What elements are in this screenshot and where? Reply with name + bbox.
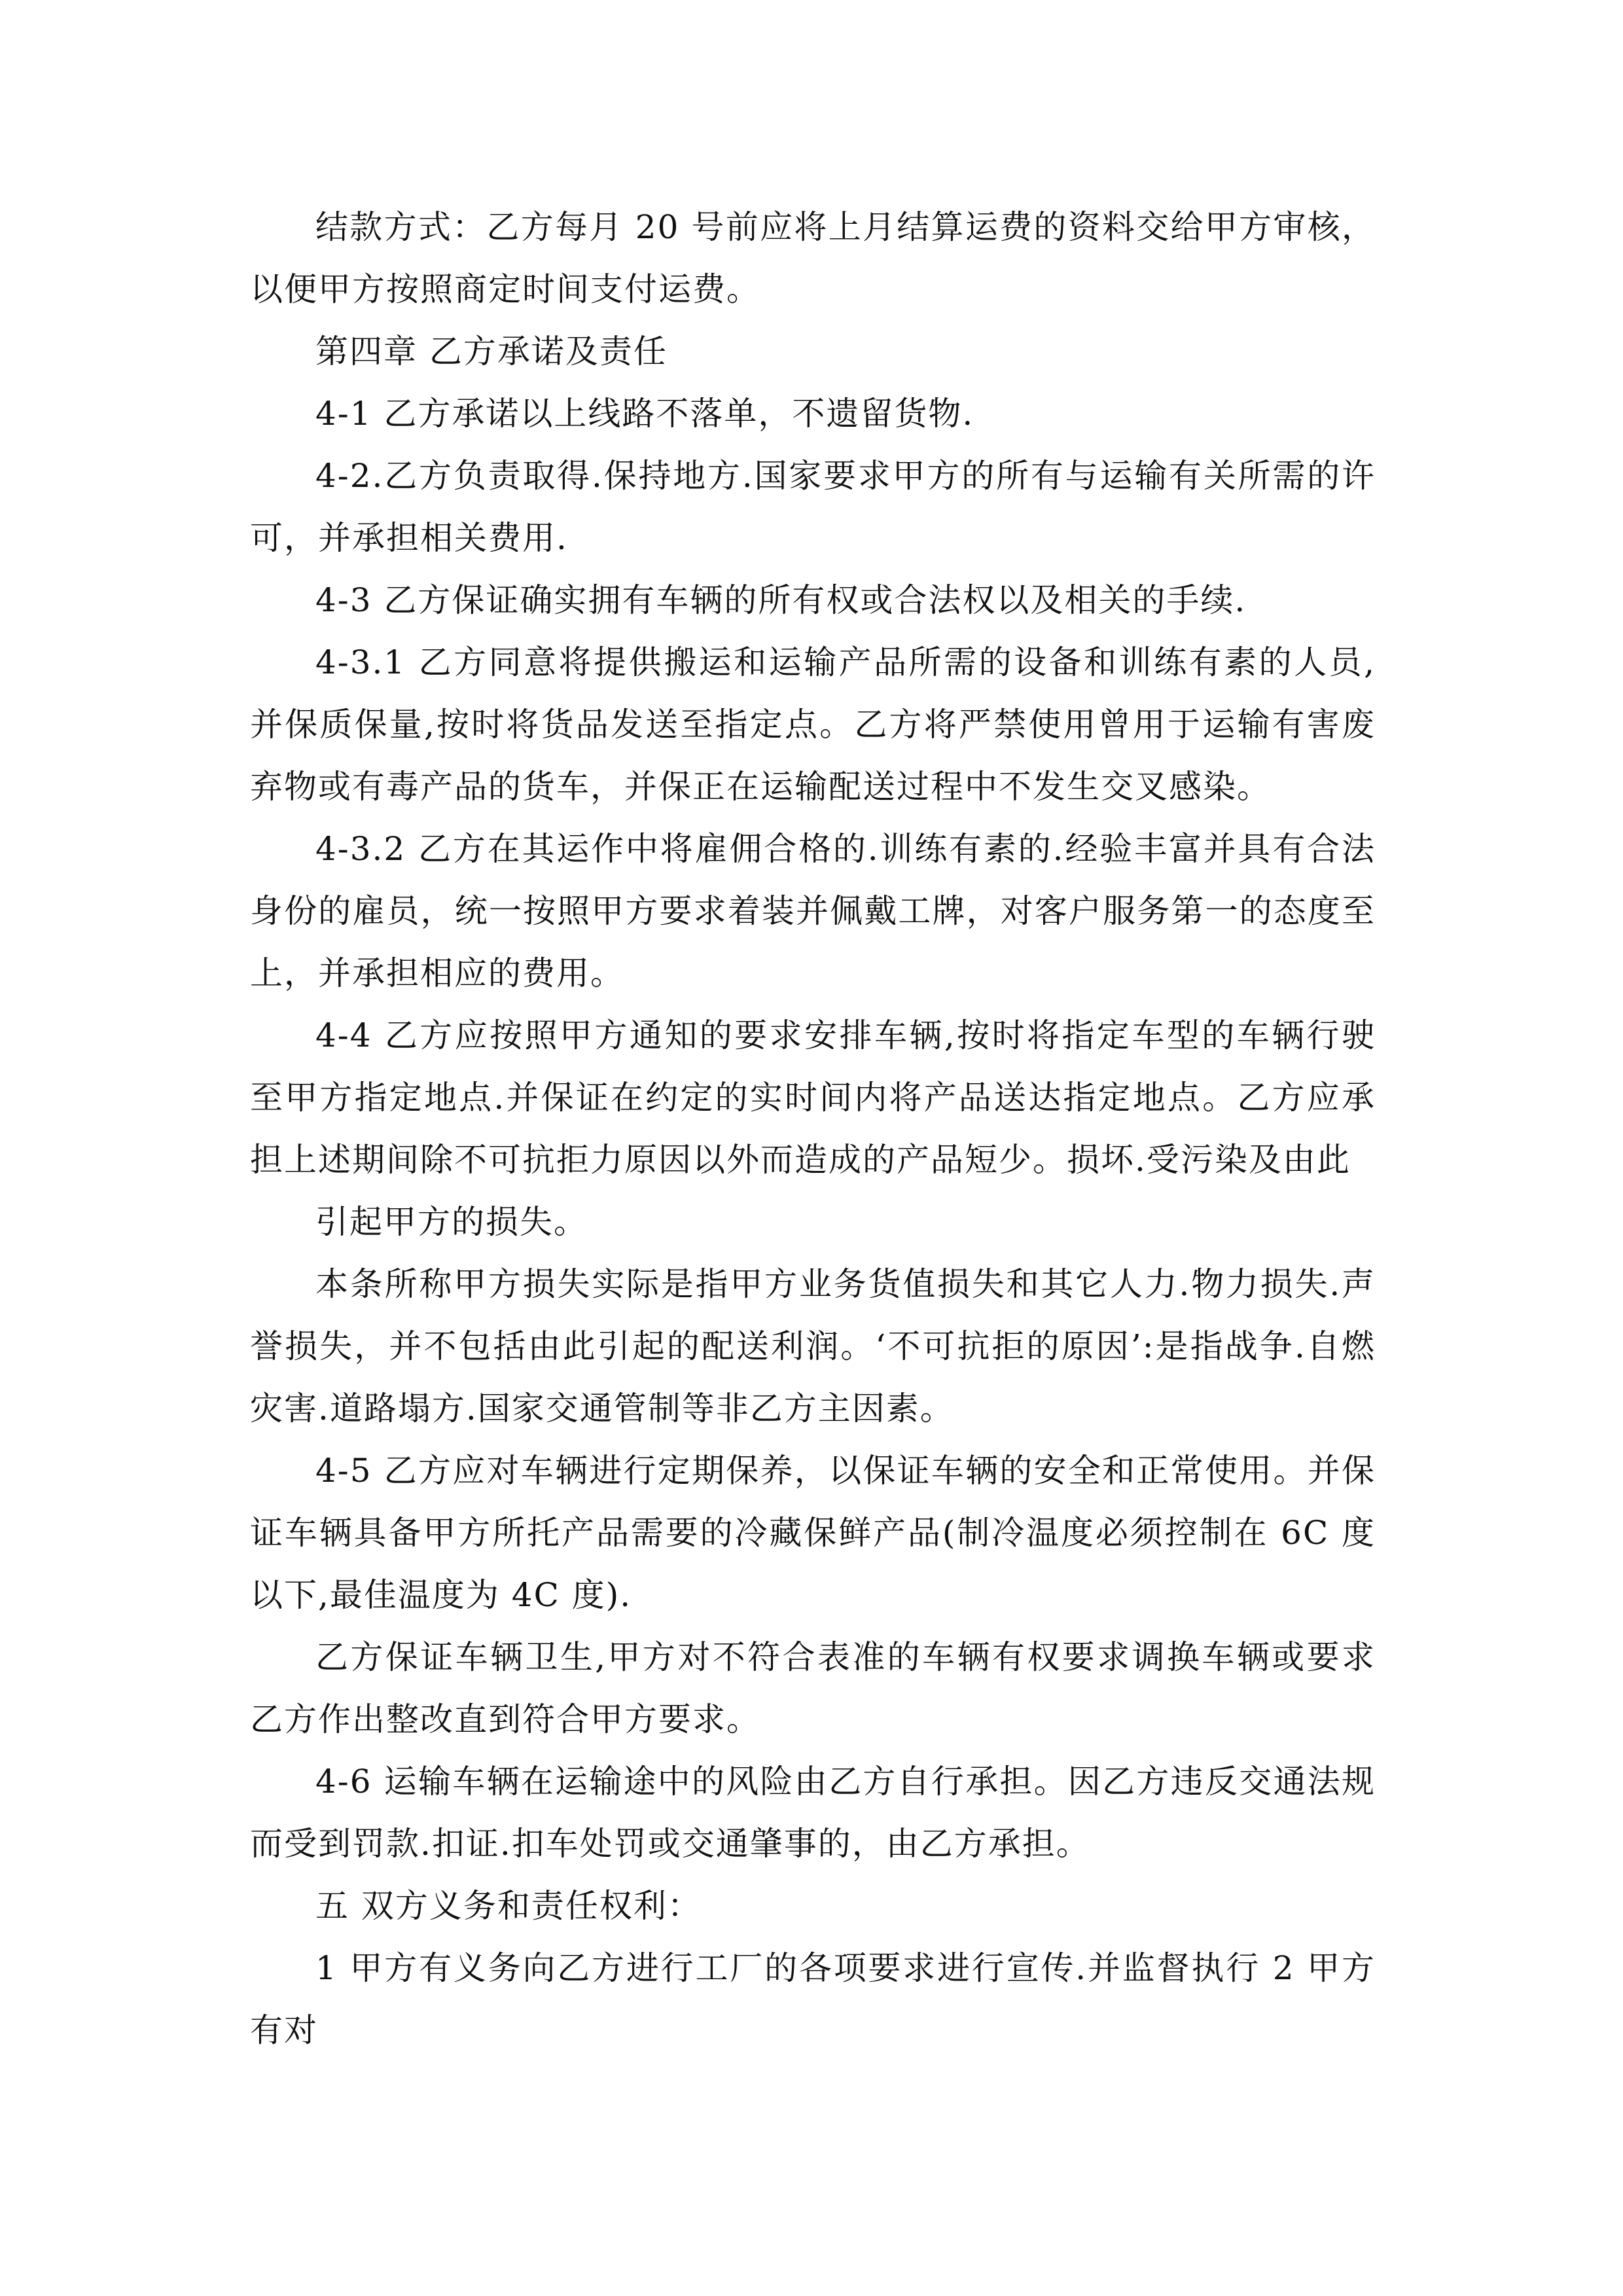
- clause-4-3-2: 4-3.2 乙方在其运作中将雇佣合格的.训练有素的.经验丰富并具有合法身份的雇员，统一按照甲方要求着装并佩戴工牌，对客户服务第一的态度至上，并承担相应的费用。: [250, 830, 1376, 992]
- clause-4-1: 4-1 乙方承诺以上线路不落单，不遗留货物.: [315, 395, 974, 433]
- clause-4-6: 4-6 运输车辆在运输途中的风险由乙方自行承担。因乙方违反交通法规而受到罚款.扣证.扣车处罚或交通肇事的，由乙方承担。: [250, 1763, 1376, 1863]
- section-five-heading: 五 双方义务和责任权利：: [315, 1887, 702, 1925]
- chapter-four-heading: 第四章 乙方承诺及责任: [315, 332, 668, 370]
- clause-4-4: 4-4 乙方应按照甲方通知的要求安排车辆,按时将指定车型的车辆行驶至甲方指定地点.并保证在约定的实时间内将产品送达指定地点。乙方应承担上述期间除不可抗拒力原因以外而造成的产品短少。损坏.受污染及由此: [250, 1016, 1376, 1179]
- clause-4-4-continuation: 引起甲方的损失。: [315, 1203, 588, 1241]
- clause-4-2: 4-2.乙方负责取得.保持地方.国家要求甲方的所有与运输有关所需的许可，并承担相关费用.: [250, 457, 1376, 557]
- clause-4-5: 4-5 乙方应对车辆进行定期保养，以保证车辆的安全和正常使用。并保证车辆具备甲方所托产品需要的冷藏保鲜产品(制冷温度必须控制在 6C 度以下,最佳温度为 4C 度).: [250, 1452, 1376, 1614]
- section-five-item-1: 1 甲方有义务向乙方进行工厂的各项要求进行宣传.并监督执行 2 甲方有对: [250, 1949, 1376, 2049]
- paragraph-payment-method: 结款方式：乙方每月 20 号前应将上月结算运费的资料交给甲方审核，以便甲方按照商定时间支付运费。: [250, 208, 1376, 308]
- paragraph-vehicle-hygiene: 乙方保证车辆卫生,甲方对不符合表准的车辆有权要求调换车辆或要求乙方作出整改直到符合甲方要求。: [250, 1638, 1376, 1738]
- clause-4-3: 4-3 乙方保证确实拥有车辆的所有权或合法权以及相关的手续.: [315, 581, 1247, 619]
- clause-4-3-1: 4-3.1 乙方同意将提供搬运和运输产品所需的设备和训练有素的人员,并保质保量,按时将货品发送至指定点。乙方将严禁使用曾用于运输有害废弃物或有毒产品的货车，并保正在运输配送过程中不发生交叉感染。: [250, 643, 1376, 806]
- paragraph-loss-definition: 本条所称甲方损失实际是指甲方业务货值损失和其它人力.物力损失.声誉损失，并不包括由此引起的配送利润。‘不可抗拒的原因’:是指战争.自燃灾害.道路塌方.国家交通管制等非乙方主因素。: [250, 1265, 1376, 1427]
- document-body: [250, 196, 1376, 2062]
